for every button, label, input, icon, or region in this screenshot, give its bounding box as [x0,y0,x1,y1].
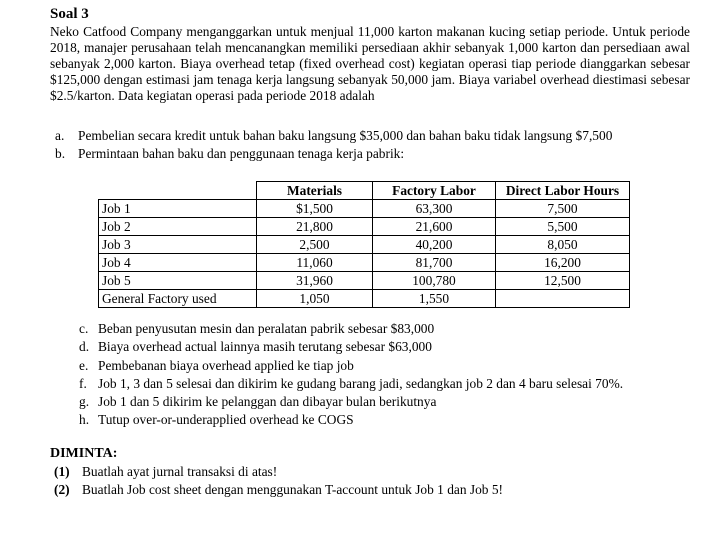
list-text: Buatlah Job cost sheet dengan menggunakan T-account untuk Job 1 dan Job 5! [82,482,503,497]
row-label: Job 3 [99,236,257,254]
row-label: Job 2 [99,218,257,236]
question-title: Soal 3 [50,6,89,22]
list-marker: d. [79,339,90,355]
table-row [99,290,630,308]
labor-cell: 1,550 [373,290,496,308]
hours-cell: 5,500 [496,218,630,236]
materials-cell: 11,060 [257,254,373,272]
materials-cell: 1,050 [257,290,373,308]
hours-cell: 12,500 [496,272,630,290]
table-row [99,200,630,218]
list-text: Buatlah ayat jurnal transaksi di atas! [82,464,278,479]
hours-cell: 16,200 [496,254,630,272]
column-header: Factory Labor [373,182,496,200]
hours-cell: 7,500 [496,200,630,218]
labor-cell: 81,700 [373,254,496,272]
list-item [79,375,623,393]
column-header: Materials [257,182,373,200]
list-item [54,481,503,499]
list-text: Job 1 dan 5 dikirim ke pelanggan dan dibayar bulan berikutnya [98,394,437,410]
list-text: Tutup over-or-underapplied overhead ke COGS [98,412,354,428]
table-row [99,272,630,290]
list-item [79,411,623,429]
list-marker: h. [79,412,90,428]
list-marker: f. [79,375,87,391]
list-text: Pembelian secara kredit untuk bahan baku langsung $35,000 dan bahan baku tidak langsung $7,500 [78,128,613,143]
list-item [79,320,623,338]
list-marker: (1) [54,464,70,479]
list-text: Permintaan bahan baku dan penggunaan tenaga kerja pabrik: [78,146,405,161]
list-item [79,357,623,375]
materials-cell: $1,500 [257,200,373,218]
activity-list-ab [55,127,612,163]
labor-cell: 100,780 [373,272,496,290]
table-row [99,254,630,272]
list-marker: a. [55,128,65,143]
list-text: Beban penyusutan mesin dan peralatan pabrik sebesar $83,000 [98,321,435,336]
row-label: General Factory used [99,290,257,308]
requirements-heading: DIMINTA: [50,446,118,461]
materials-cell: 2,500 [257,236,373,254]
intro-paragraph: Neko Catfood Company menganggarkan untuk menjual 11,000 karton makanan kucing setiap periode. Untuk periode 2018, manajer perusahaan telah mencanangkan memiliki persediaan akhir sebanyak 1,000 karton dan persediaan awal sebanyak 2,000 karton. Biaya overhead tetap (fixed overhead cost) kegiatan operasi tiap periode dianggarkan sebesar $125,000 dengan estimasi jam tenaga kerja langsung sebanyak 50,000 jam. Biaya variabel overhead diestimasi sebesar $2.5/karton. Data kegiatan operasi pada periode 2018 adalah [50,24,690,104]
table-row [99,218,630,236]
list-marker: b. [55,146,66,161]
list-marker: (2) [54,482,70,497]
list-marker: g. [79,394,90,410]
activity-list-ch [79,320,623,430]
row-label: Job 1 [99,200,257,218]
hours-cell [496,290,630,308]
list-marker: c. [79,321,89,336]
materials-cell: 21,800 [257,218,373,236]
labor-cell: 63,300 [373,200,496,218]
materials-cell: 31,960 [257,272,373,290]
labor-cell: 21,600 [373,218,496,236]
list-item [55,145,612,163]
list-marker: e. [79,357,89,373]
row-label: Job 5 [99,272,257,290]
list-text: Job 1, 3 dan 5 selesai dan dikirim ke gudang barang jadi, sedangkan job 2 dan 4 baru selesai 70%. [98,375,624,391]
hours-cell: 8,050 [496,236,630,254]
requirements-list [54,463,503,499]
list-text: Pembebanan biaya overhead applied ke tiap job [98,357,354,373]
column-header: Direct Labor Hours [496,182,630,200]
list-item [79,393,623,411]
row-label: Job 4 [99,254,257,272]
labor-cell: 40,200 [373,236,496,254]
list-item [79,338,623,356]
list-item [54,463,503,481]
table-row [99,236,630,254]
job-data-table [98,181,630,308]
table-header-row [99,182,630,200]
table-corner-cell [99,182,257,200]
list-text: Biaya overhead actual lainnya masih terutang sebesar $63,000 [98,339,432,355]
list-item [55,127,612,145]
